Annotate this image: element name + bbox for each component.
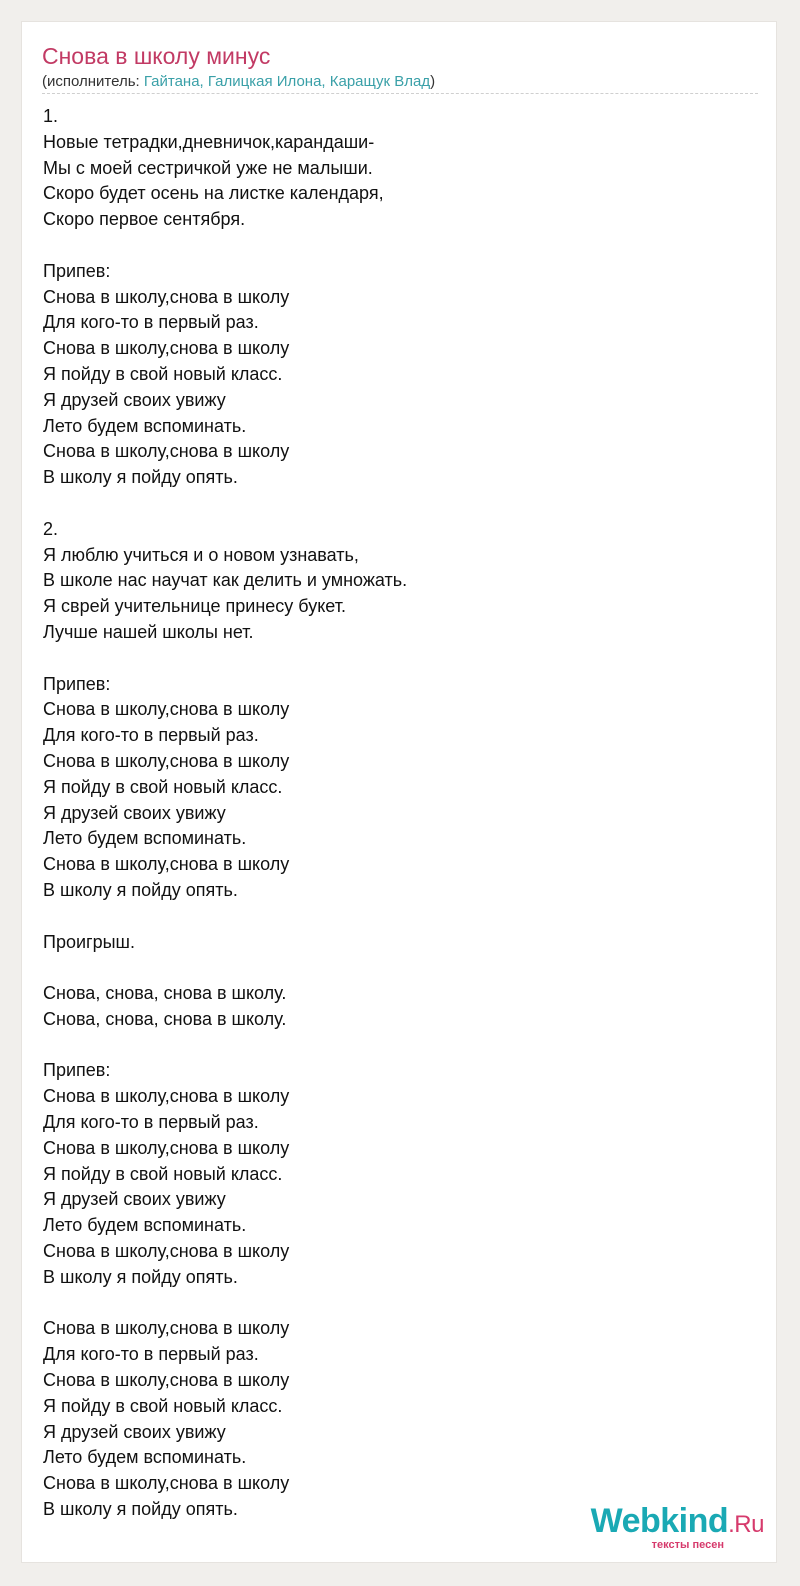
lyric-line: В школу я пойду опять. [43, 1499, 238, 1520]
lyric-line: Я пойду в свой новый класс. [43, 1395, 283, 1416]
blank-line [43, 491, 407, 517]
lyric-line: Мы с моей сестричкой уже не малыши. [43, 157, 373, 178]
lyric-line: Снова в школу,снова в школу [43, 441, 290, 462]
lyric-line: В школу я пойду опять. [43, 1266, 238, 1287]
lyric-line: Скоро будет осень на листке календаря, [43, 183, 384, 204]
lyric-line: Припев: [43, 260, 111, 281]
lyric-line: Скоро первое сентября. [43, 209, 246, 230]
lyric-line: Я люблю учиться и о новом узнавать, [43, 544, 359, 565]
lyric-line: Снова в школу,снова в школу [43, 750, 290, 771]
lyric-line: Снова в школу,снова в школу [43, 286, 290, 307]
lyric-line: 2. [43, 518, 59, 539]
divider [42, 93, 758, 94]
logo-main-text: Webkind [590, 1502, 729, 1540]
lyric-line: В школе нас научат как делить и умножать. [43, 570, 408, 591]
blank-line [43, 233, 407, 259]
blank-line [43, 1033, 407, 1059]
site-logo[interactable] [591, 1504, 764, 1551]
lyric-line: Для кого-то в первый раз. [43, 725, 259, 746]
lyric-line: Снова в школу,снова в школу [43, 1473, 290, 1494]
blank-line [43, 1291, 407, 1317]
lyric-line: Лучше нашей школы нет. [43, 621, 254, 642]
artist-link[interactable]: Гайтана, Галицкая Илона, Каращук Влад [143, 73, 431, 90]
lyric-line: Я друзей своих увижу [43, 1421, 226, 1442]
lyric-line: В школу я пойду опять. [43, 467, 238, 488]
blank-line [43, 904, 407, 930]
blank-line [43, 646, 407, 672]
lyric-line: Снова, снова, снова в школу. [43, 1008, 287, 1029]
artist-prefix: (исполнитель: [42, 73, 144, 90]
lyric-line: Лето будем вспоминать. [43, 1447, 247, 1468]
lyric-line: Для кого-то в первый раз. [43, 1344, 259, 1365]
lyric-line: Я пойду в свой новый класс. [43, 776, 283, 797]
lyric-line: В школу я пойду опять. [43, 879, 238, 900]
artist-line [42, 72, 435, 92]
lyric-line: Проигрыш. [43, 931, 135, 952]
blank-line [43, 955, 407, 981]
logo-domain-text: .Ru [728, 1511, 764, 1538]
lyric-line: Для кого-то в первый раз. [43, 1112, 259, 1133]
lyric-line: Лето будем вспоминать. [43, 1215, 247, 1236]
logo-wordmark [591, 1504, 764, 1542]
artist-suffix: ) [430, 73, 436, 90]
lyrics-text [43, 104, 407, 1523]
lyric-line: Для кого-то в первый раз. [43, 312, 259, 333]
lyric-line: Новые тетрадки,дневничок,карандаши- [43, 131, 375, 152]
lyric-line: Снова в школу,снова в школу [43, 699, 290, 720]
page-title: Снова в школу минус [42, 43, 271, 69]
lyric-line: 1. [43, 106, 59, 126]
lyric-line: Припев: [43, 673, 111, 694]
lyric-line: Я пойду в свой новый класс. [43, 363, 283, 384]
lyric-line: Я сврей учительнице принесу букет. [43, 596, 346, 617]
lyric-line: Я друзей своих увижу [43, 802, 226, 823]
lyric-line: Снова в школу,снова в школу [43, 1318, 290, 1339]
lyric-line: Снова в школу,снова в школу [43, 338, 290, 359]
lyric-line: Лето будем вспоминать. [43, 828, 247, 849]
lyric-line: Я пойду в свой новый класс. [43, 1163, 283, 1184]
lyric-line: Я друзей своих увижу [43, 1189, 226, 1210]
lyric-line: Лето будем вспоминать. [43, 415, 247, 436]
lyric-line: Припев: [43, 1060, 111, 1081]
lyric-line: Я друзей своих увижу [43, 389, 226, 410]
lyric-line: Снова в школу,снова в школу [43, 1370, 290, 1391]
lyric-line: Снова в школу,снова в школу [43, 1241, 290, 1262]
logo-tagline: тексты песен [651, 1539, 724, 1551]
lyric-line: Снова в школу,снова в школу [43, 1137, 290, 1158]
lyric-line: Снова в школу,снова в школу [43, 854, 290, 875]
lyric-line: Снова в школу,снова в школу [43, 1086, 290, 1107]
lyric-line: Снова, снова, снова в школу. [43, 983, 287, 1004]
